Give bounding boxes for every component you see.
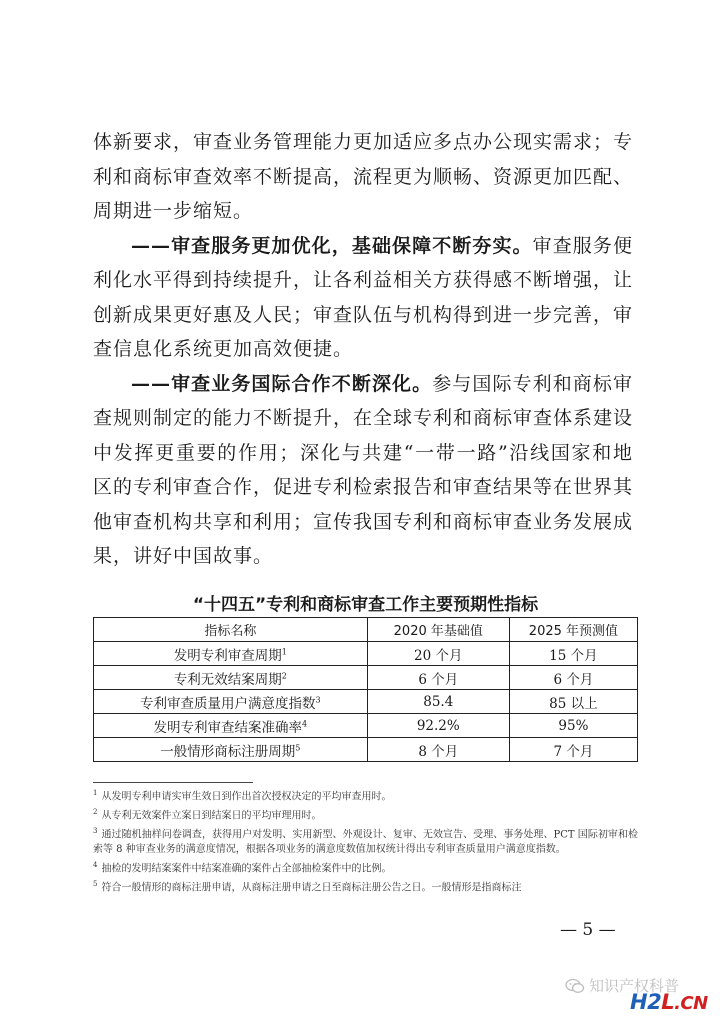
table-row xyxy=(94,738,638,762)
indicator-cell xyxy=(94,642,368,666)
base-value-cell: 92.2% xyxy=(367,714,509,738)
logo-h2: H2 xyxy=(630,990,662,1014)
header-base-2020: 2020 年基础值 xyxy=(367,618,509,642)
target-value-cell: 7 个月 xyxy=(509,738,637,762)
paragraph-1: 体新要求，审查业务管理能力更加适应多点办公现实需求；专利和商标审查效率不断提高，流程更为顺畅、资源更加匹配、周期进一步缩短。 xyxy=(93,131,634,222)
indicator-cell xyxy=(94,714,368,738)
footnote-divider xyxy=(93,782,253,783)
table-row xyxy=(94,690,638,714)
metrics-table xyxy=(93,617,638,762)
indicator-name: 发明专利审查周期 xyxy=(173,647,282,664)
h2l-logo xyxy=(630,990,708,1014)
indicator-name: 发明专利审查结案准确率 xyxy=(153,719,303,736)
target-value-cell: 15 个月 xyxy=(509,642,637,666)
footnote xyxy=(93,786,638,805)
footnote-number: 1 xyxy=(93,789,98,797)
footnote xyxy=(93,877,638,896)
page-number: — 5 — xyxy=(560,920,616,940)
target-value-cell: 6 个月 xyxy=(509,666,637,690)
indicator-cell xyxy=(94,738,368,762)
target-value-cell: 95% xyxy=(509,714,637,738)
paragraph-2-lead: ——审查服务更加优化，基础保障不断夯实。 xyxy=(131,234,533,257)
table-row xyxy=(94,666,638,690)
wechat-icon xyxy=(565,978,585,994)
indicator-name: 专利审查质量用户满意度指数 xyxy=(140,695,316,712)
table-row xyxy=(94,714,638,738)
body-text xyxy=(93,125,633,574)
footnote-ref: 4 xyxy=(302,719,308,728)
footnote-ref: 1 xyxy=(281,647,287,656)
base-value-cell: 6 个月 xyxy=(367,666,509,690)
footnote-text: 通过随机抽样问卷调查，获得用户对发明、实用新型、外观设计、复审、无效宣告、受理、事务处理、PCT 国际初审和检索等 8 种审查业务的满意度情况，根据各项业务的满意度数值加权统计得出专利审查质量用户满意度指数。 xyxy=(93,828,638,856)
logo-l: L xyxy=(661,990,675,1014)
footnote-text: 从发明专利申请实审生效日到作出首次授权决定的平均审查用时。 xyxy=(101,791,392,803)
footnote xyxy=(93,805,638,824)
indicator-name: 专利无效结案周期 xyxy=(173,671,282,688)
footnote-number: 5 xyxy=(93,879,98,888)
paragraph-2-text: 审查服务便利化水平得到持续提升，让各利益相关方获得感不断增强，让创新成果更好惠及人民；审查队伍与机构得到进一步完善，审查信息化系统更加高效便捷。 xyxy=(93,234,634,360)
indicator-cell xyxy=(94,666,368,690)
indicator-name: 一般情形商标注册周期 xyxy=(160,743,296,760)
indicator-cell xyxy=(94,690,368,714)
footnote-number: 3 xyxy=(93,826,98,835)
paragraph-2 xyxy=(93,229,633,367)
base-value-cell: 20 个月 xyxy=(367,642,509,666)
watermark-text: 知识产权科普 xyxy=(589,977,680,995)
footnote-text: 从专利无效案件立案日到结案日的平均审理用时。 xyxy=(101,810,322,822)
target-value-cell: 85 以上 xyxy=(509,690,637,714)
base-value-cell: 85.4 xyxy=(367,690,509,714)
table-title: “十四五”专利和商标审查工作主要预期性指标 xyxy=(192,595,539,615)
footnote-ref: 3 xyxy=(315,695,321,704)
footnotes xyxy=(93,786,638,896)
paragraph-3-lead: ——审查业务国际合作不断深化。 xyxy=(131,372,433,395)
footnote-ref: 2 xyxy=(281,671,287,680)
footnote-number: 4 xyxy=(93,860,98,869)
footnote xyxy=(93,824,638,858)
base-value-cell: 8 个月 xyxy=(367,738,509,762)
logo-cn: .CN xyxy=(674,993,708,1014)
header-indicator: 指标名称 xyxy=(94,618,368,642)
paragraph-3-text: 参与国际专利和商标审查规则制定的能力不断提升，在全球专利和商标审查体系建设中发挥更重要的作用；深化与共建“一带一路”沿线国家和地区的专利审查合作，促进专利检索报告和审查结果等在世界其他审查机构共享和利用；宣传我国专利和商标审查业务发展成果，讲好中国故事。 xyxy=(93,372,634,567)
footnote xyxy=(93,858,638,877)
footnote-ref: 5 xyxy=(295,743,301,752)
footnote-text: 符合一般情形的商标注册申请，从商标注册申请之日至商标注册公告之日。一般情形是指商标注 xyxy=(101,882,522,894)
paragraph-3 xyxy=(93,367,633,574)
table-header-row xyxy=(94,618,638,642)
table-row xyxy=(94,642,638,666)
header-target-2025: 2025 年预测值 xyxy=(509,618,637,642)
footnote-text: 抽检的发明结案案件中结案准确的案件占全部抽检案件中的比例。 xyxy=(101,863,392,875)
footnote-number: 2 xyxy=(93,807,98,816)
